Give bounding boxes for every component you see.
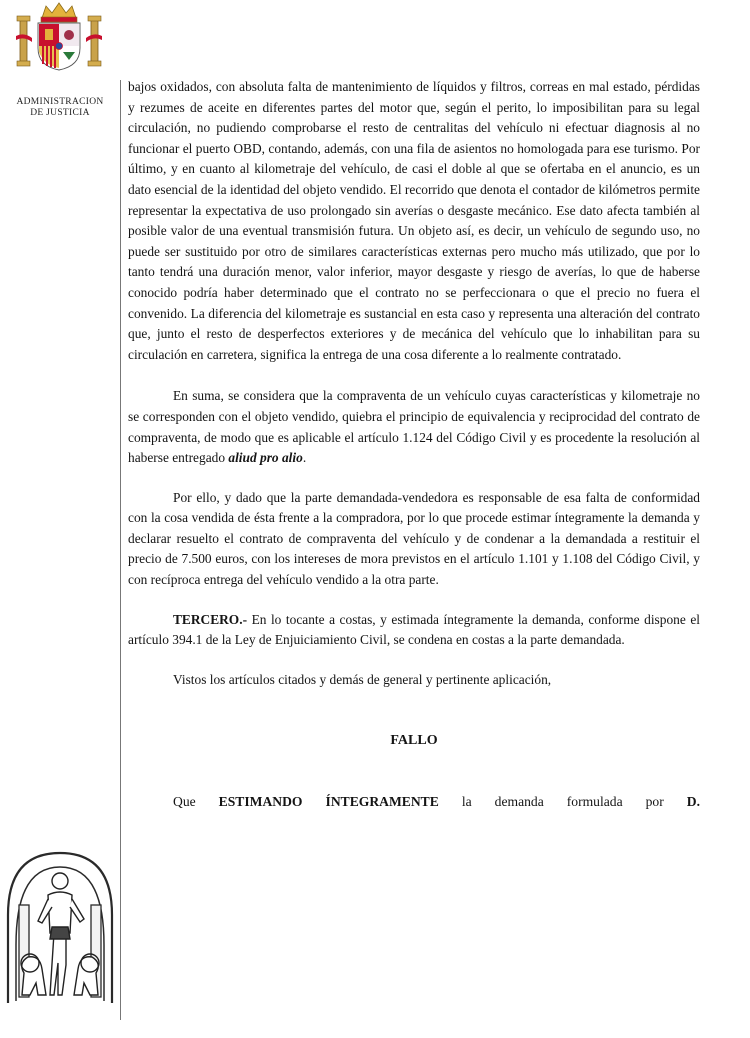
fallo-first-line [128, 792, 700, 813]
fallo-d: D. [686, 794, 700, 810]
junta-de-andalucia-hercules-lions-icon [2, 845, 118, 1005]
fallo-rest: la demanda formulada por [461, 794, 664, 810]
margin-rule [120, 80, 121, 1020]
paragraph-continuation: bajos oxidados, con absoluta falta de mantenimiento de líquidos y filtros, correas en mal estado, pérdidas y rezumes de aceite en diferentes partes del motor que, según el perito, lo imposibilitan para su legal circulación, no pudiendo comprobarse el resto de centralitas del vehículo ni efectuar diagnosis al no funcionar el puerto OBD, contando, además, con una fila de asientos no homologada para ese turismo. Por último, y en cuanto al kilometraje del vehículo, de casi el doble al que se ofertaba en el anuncio, es un dato esencial de la identidad del objeto vendido. El recorrido que denota el contador de kilómetros permite representar la expectativa de uso prolongado sin averías o desgaste mecánico. Ese dato afecta también al posible valor de una eventual transmisión futura. Un objeto así, es decir, un vehículo de segundo uso, no puede ser sustituido por otro de similares características externas pero mucho más utilizado, que por lo tanto tendrá una duración menor, valor inferior, mayor desgaste y riesgo de averías, lo que de haberse conocido podría haber determinado que el contrato no se perfeccionara o que el precio no fuera el convenido. La diferencia del kilometraje es sustancial en esta caso y representa una alteración del contrato que, junto el resto de desperfectos exteriores y de mecánica del vehículo que lo inhabilitan para su circulación en carretera, significa la entrega de una cosa diferente a lo realmente contratado. [128, 79, 700, 362]
paragraph-vistos: Vistos los artículos citados y demás de general y pertinente aplicación, [173, 671, 552, 687]
paragraph-tercero [128, 610, 700, 651]
section-label-tercero: TERCERO.- [173, 611, 248, 627]
fallo-estimando: ESTIMANDO ÍNTEGRAMENTE [218, 794, 439, 810]
legal-term-aliud-pro-alio: aliud pro alio [228, 450, 303, 466]
institution-line-1: ADMINISTRACION [16, 97, 104, 107]
paragraph-en-suma-end: . [302, 450, 307, 466]
paragraph-en-suma-text: En suma, se considera que la compraventa de un vehículo cuyas características y kilometraje no se corresponden con el objeto vendido, quiebra el principio de equivalencia y reciprocidad del contrato de compraventa, de modo que es aplicable el artículo 1.124 del Código Civil y es procedente la resolución al haberse entregado [128, 388, 700, 466]
paragraph-por-ello: Por ello, y dado que la parte demandada-vendedora es responsable de esa falta de conformidad con la cosa vendida de ésta frente a la compradora, por lo que procede estimar íntegramente la demanda y declarar resuelto el contrato de compraventa del vehículo y de condenar a la demandada a restituir el precio de 7.500 euros, con los intereses de mora previstos en el artículo 1.101 y 1.108 del Código Civil, y con recíproca entrega del vehículo vendido a la otra parte. [128, 489, 700, 588]
spanish-coat-of-arms-icon [14, 2, 104, 72]
institution-label [4, 97, 116, 119]
paragraph-tercero-text: En lo tocante a costas, y estimada íntegramente la demanda, conforme dispone el artículo 394.1 de la Ley de Enjuiciamiento Civil, se condena en costas a la parte demandada. [128, 611, 700, 648]
fallo-que: Que [173, 794, 196, 810]
paragraph-en-suma [128, 386, 700, 468]
document-body [128, 77, 700, 832]
fallo-heading: FALLO [390, 733, 438, 749]
institution-line-2: DE JUSTICIA [30, 108, 90, 118]
